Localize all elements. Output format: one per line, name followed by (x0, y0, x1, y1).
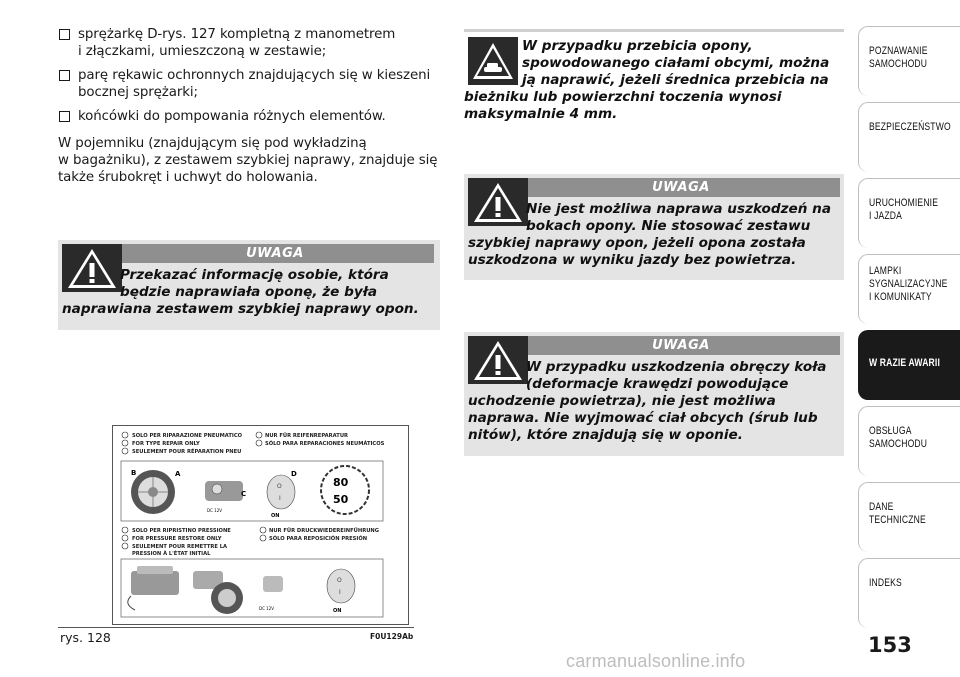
svg-text:DC 12V: DC 12V (207, 508, 222, 513)
tab-indeks[interactable]: INDEKS (858, 558, 960, 628)
svg-text:I: I (279, 495, 281, 502)
svg-text:80: 80 (333, 476, 349, 489)
warning-text: Przekazać informację osobie, która będzie naprawiała oponę, że była naprawiana zestawem szybkiej naprawy opon. (62, 267, 419, 317)
svg-text:FOR TYPE REPAIR ONLY: FOR TYPE REPAIR ONLY (132, 441, 200, 447)
checkbox-bullet-icon (59, 111, 70, 122)
label-row (122, 432, 243, 439)
tab-uruchomienie-i-jazda[interactable]: URUCHOMIENIE I JAZDA (858, 178, 960, 248)
svg-text:ON: ON (271, 513, 280, 519)
info-text: W przypadku przebicia opony, spowodowanego ciałami obcymi, można ją naprawić, jeżeli średnica przebicia na bieżniku lub powierzchni toczenia wynosi maksymalnie 4 mm. (464, 38, 830, 122)
svg-text:SOLO PER RIPARAZIONE PNEUMATIC: SOLO PER RIPARAZIONE PNEUMATICO (132, 433, 243, 439)
svg-text:C: C (241, 490, 247, 498)
chapter-sidebar (858, 26, 960, 634)
label-row (256, 432, 348, 439)
tire-illustration (131, 469, 181, 514)
svg-text:SÓLO PARA REPOSICIÓN PRESIÓN: SÓLO PARA REPOSICIÓN PRESIÓN (269, 536, 368, 542)
tab-dane-techniczne[interactable]: DANE TECHNICZNE (858, 482, 960, 552)
warning-box (58, 240, 440, 330)
svg-text:SEULEMENT POUR REMETTRE LA: SEULEMENT POUR REMETTRE LA (132, 544, 228, 550)
svg-text:PRESSION À L'ÉTAT INITIAL: PRESSION À L'ÉTAT INITIAL (132, 551, 211, 557)
svg-text:SEULEMENT POUR RÉPARATION PNEU: SEULEMENT POUR RÉPARATION PNEU (132, 449, 242, 455)
warning-box (464, 174, 844, 280)
list-item: sprężarkę D-rys. 127 kompletną z manometrem i złączkami, umieszczoną w zestawie; (58, 26, 442, 60)
warning-text: Nie jest możliwa naprawa uszkodzeń na bokach opony. Nie stosować zestawu szybkiej naprawy opon, jeżeli opona została uszkodzona w wyniku jazdy bez powietrza. (468, 201, 832, 268)
compressor-box-illustration (128, 566, 179, 610)
svg-text:NUR FÜR DRUCKWIEDEREINFÜHRUNG: NUR FÜR DRUCKWIEDEREINFÜHRUNG (269, 528, 380, 534)
watermark: carmanualsonline.info (566, 651, 746, 671)
svg-text:DC 12V: DC 12V (259, 606, 274, 611)
hand-plug-illustration (259, 576, 283, 611)
checkbox-bullet-icon (59, 70, 70, 81)
tab-lampki-sygnalizacyjne[interactable]: LAMPKI SYGNALIZACYJNE I KOMUNIKATY (858, 254, 960, 324)
power-switch-illustration (267, 470, 297, 519)
warning-header: UWAGA (522, 178, 840, 197)
figure-tire-repair-kit (112, 425, 409, 625)
svg-text:SÓLO PARA REPARACIONES NEUMÁTI: SÓLO PARA REPARACIONES NEUMÁTICOS (265, 441, 385, 447)
svg-text:ON: ON (333, 608, 342, 614)
tire-inflate-illustration (193, 571, 243, 614)
tab-w-razie-awarii[interactable]: W RAZIE AWARII (858, 330, 960, 400)
warning-box (464, 332, 844, 456)
top-rule (464, 29, 844, 32)
page-number: 153 (868, 633, 912, 657)
label-row (122, 440, 200, 447)
warning-text: W przypadku uszkodzenia obręczy koła (deformacje krawędzi powodujące uchodzenie powietrza), nie jest możliwa naprawa. Nie wyjmować ciał obcych (śrub lub nitów), które znajdują się w oponie. (468, 359, 827, 443)
figure-caption: rys. 128 (60, 630, 111, 645)
list-item: parę rękawic ochronnych znajdujących się w kieszeni bocznej sprężarki; (58, 67, 442, 101)
warning-header: UWAGA (116, 244, 434, 263)
svg-text:50: 50 (333, 493, 349, 506)
svg-text:FOR PRESSURE RESTORE ONLY: FOR PRESSURE RESTORE ONLY (132, 536, 222, 542)
body-paragraph: W pojemniku (znajdującym się pod wykładziną w bagażniku), z zestawem szybkiej naprawy, znajduje się także śrubokręt i uchwyt do holowania. (58, 136, 438, 185)
svg-text:O: O (337, 577, 342, 584)
left-column (58, 26, 442, 186)
svg-text:I: I (339, 589, 341, 596)
tab-bezpieczenstwo[interactable]: BEZPIECZEŃSTWO (858, 102, 960, 172)
power-switch-illustration (327, 569, 355, 614)
svg-text:NUR FÜR REIFENREPARATUR: NUR FÜR REIFENREPARATUR (265, 433, 349, 439)
tab-obsluga-samochodu[interactable]: OBSŁUGA SAMOCHODU (858, 406, 960, 476)
svg-text:A: A (175, 470, 181, 478)
speed-limit-sign-illustration (321, 466, 369, 514)
tab-poznawanie-samochodu[interactable]: POZNAWANIE SAMOCHODU (858, 26, 960, 96)
svg-text:O: O (277, 483, 282, 490)
warning-header: UWAGA (522, 336, 840, 355)
compressor-illustration (205, 481, 246, 513)
label-row (256, 440, 385, 447)
label-row (122, 447, 241, 455)
svg-text:SOLO PER RIPRISTINO PRESSIONE: SOLO PER RIPRISTINO PRESSIONE (132, 528, 231, 534)
figure-code: F0U129Ab (370, 632, 414, 641)
figure-divider (58, 627, 414, 628)
svg-text:D: D (291, 470, 297, 478)
svg-text:B: B (131, 469, 137, 477)
info-box (464, 33, 844, 143)
list-item: końcówki do pompowania różnych elementów. (58, 108, 442, 125)
checkbox-bullet-icon (59, 29, 70, 40)
